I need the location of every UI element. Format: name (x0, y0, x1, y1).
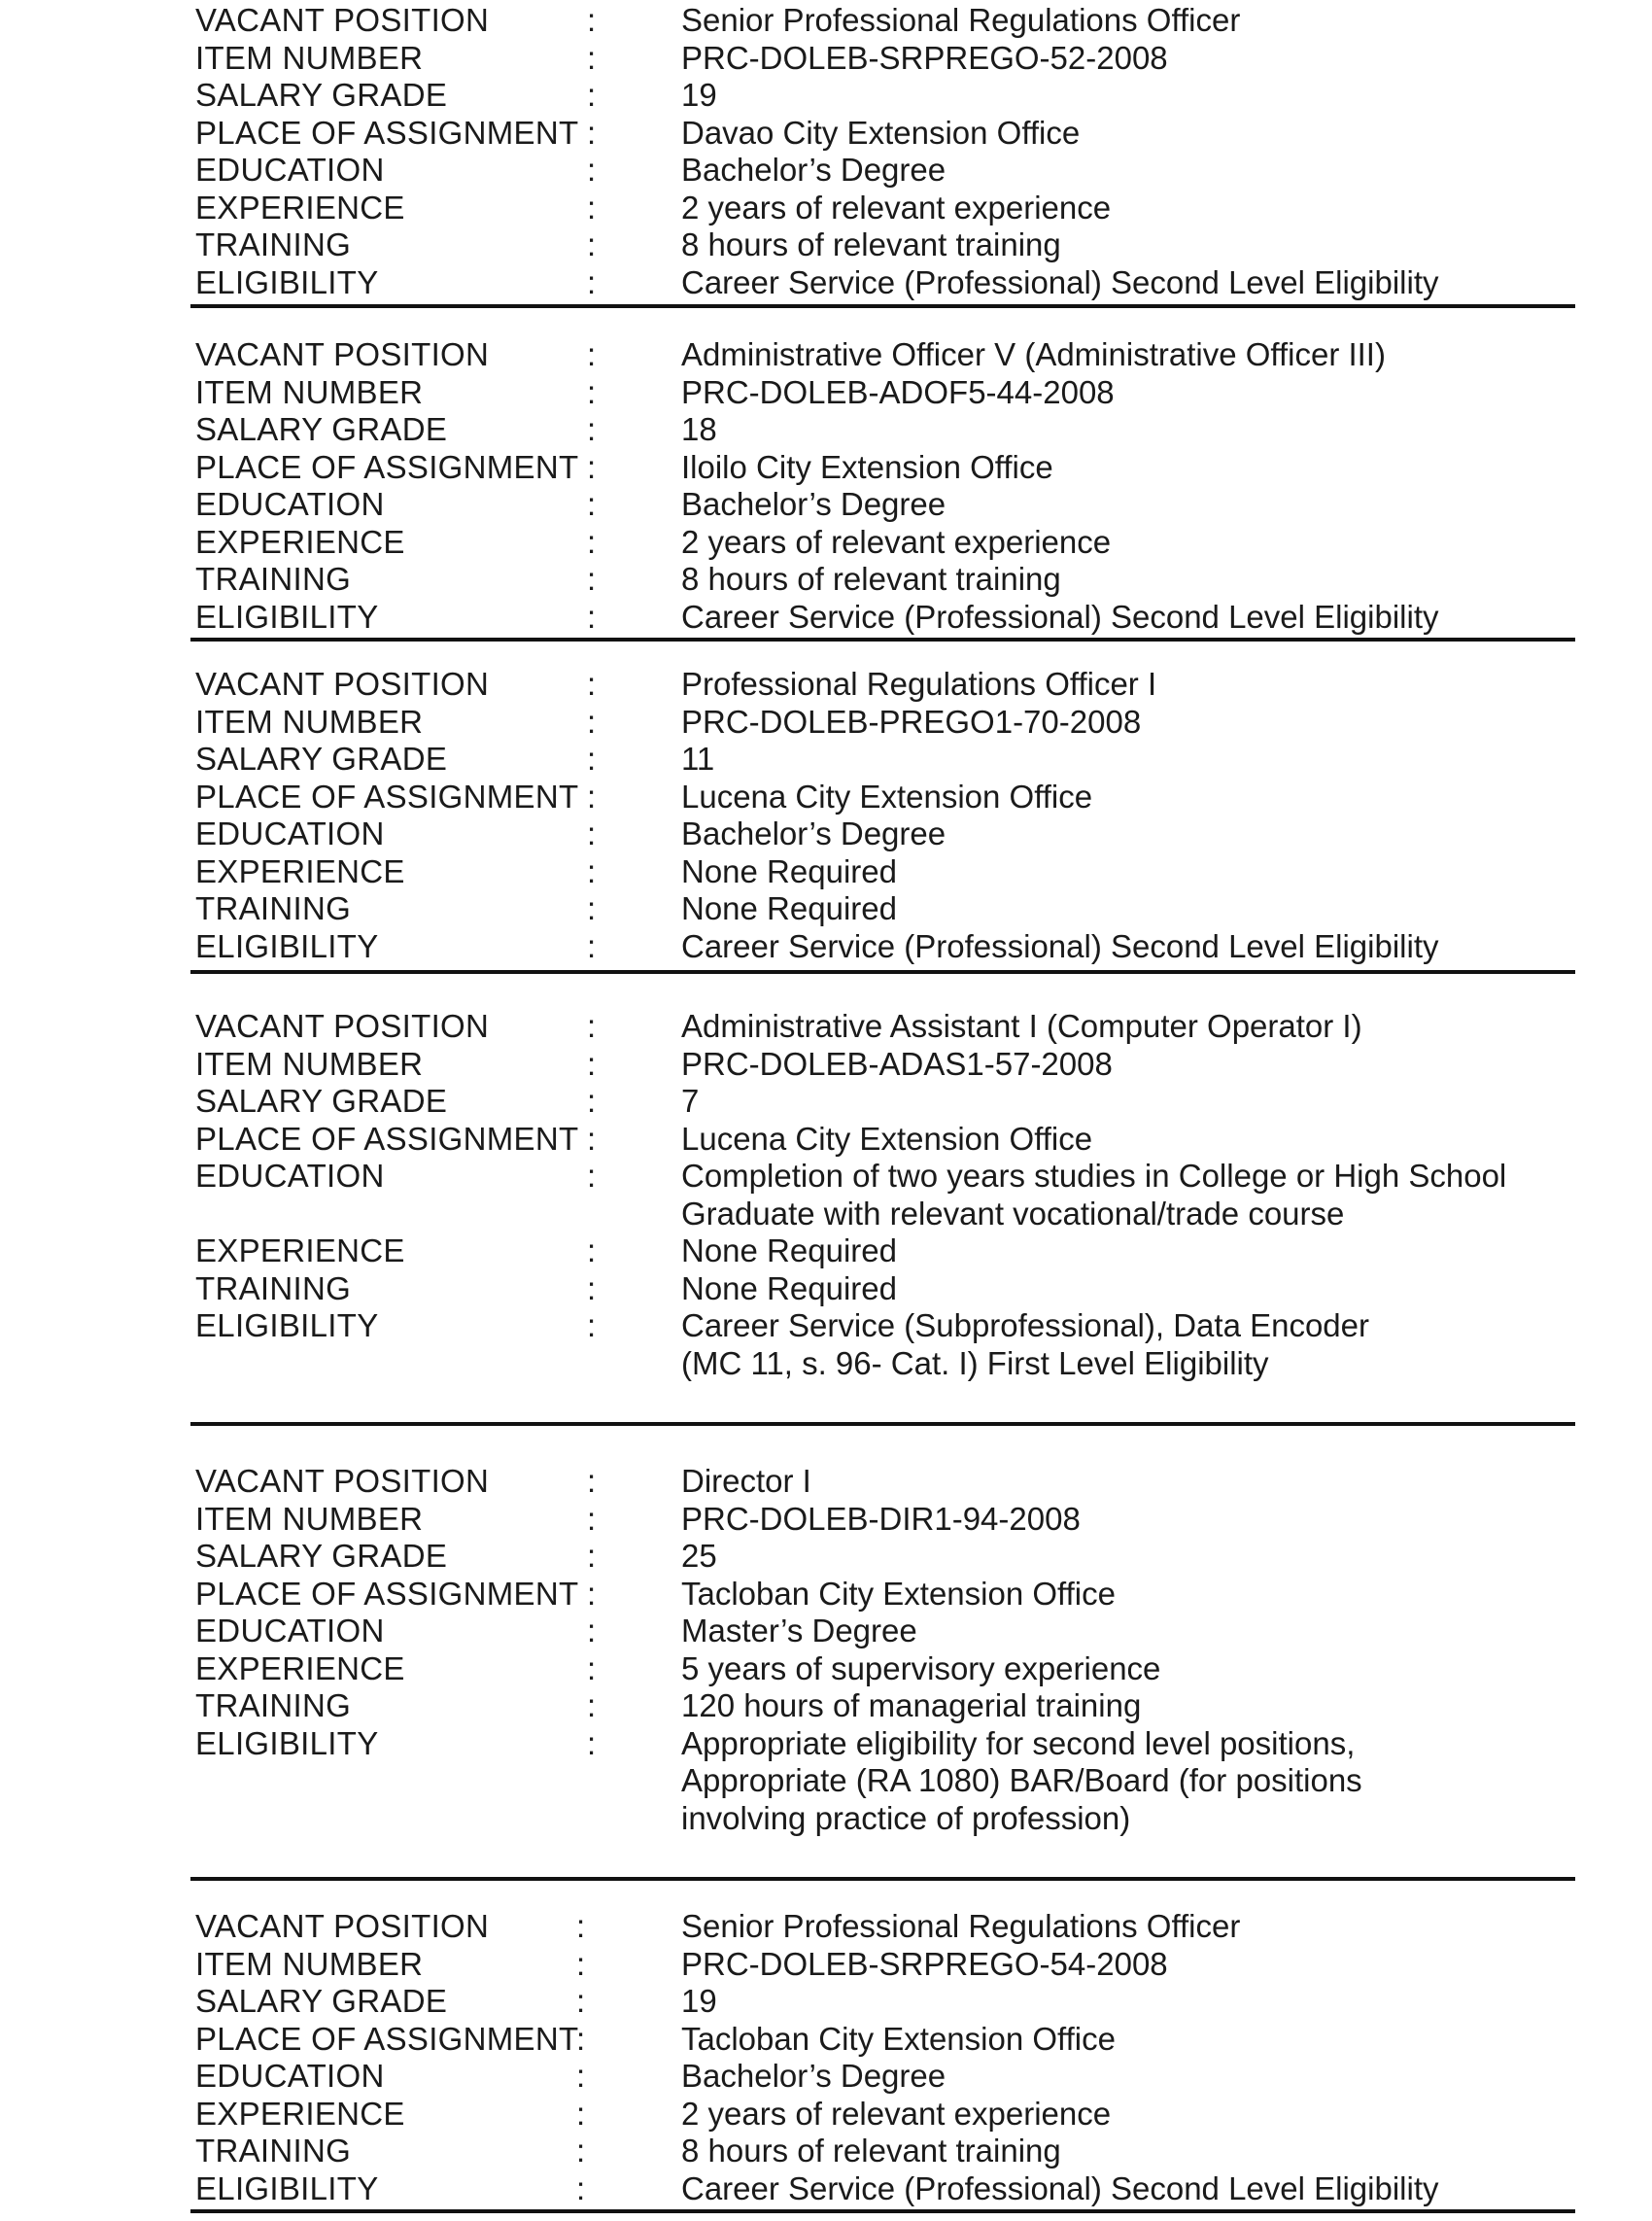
field-salary-grade (192, 1538, 1574, 1576)
field-label: TRAINING (195, 1687, 352, 1723)
field-colon: : (587, 523, 597, 560)
field-place-of-assignment (192, 1576, 1574, 1614)
field-value: PRC-DOLEB-ADAS1-57-2008 (681, 1045, 1113, 1082)
field-colon: : (576, 1908, 586, 1944)
field-colon: : (587, 741, 597, 777)
field-label: EDUCATION (195, 1158, 385, 1194)
field-item-number (192, 1046, 1574, 1084)
field-salary-grade (192, 741, 1574, 779)
field-colon: : (587, 373, 597, 410)
field-salary-grade (192, 77, 1574, 115)
field-label: VACANT POSITION (195, 1908, 490, 1944)
field-label: EDUCATION (195, 486, 385, 522)
section-divider (190, 638, 1575, 642)
field-item-number (192, 1501, 1574, 1539)
field-value: Career Service (Professional) Second Level Eligibility (681, 2169, 1439, 2206)
field-experience (192, 2096, 1574, 2134)
field-value: 11 (681, 741, 715, 777)
section-divider (190, 1422, 1575, 1426)
field-label: VACANT POSITION (195, 336, 490, 372)
field-value: Tacloban City Extension Office (681, 1575, 1116, 1612)
field-colon: : (587, 561, 597, 597)
field-place-of-assignment (192, 115, 1574, 153)
field-label: ITEM NUMBER (195, 39, 424, 76)
field-place-of-assignment (192, 1121, 1574, 1159)
field-label: ELIGIBILITY (195, 1307, 379, 1343)
position-block-6 (192, 1908, 1574, 2207)
field-value: 8 hours of relevant training (681, 2133, 1061, 2169)
field-colon: : (587, 39, 597, 76)
field-label: TRAINING (195, 2133, 352, 2169)
field-colon: : (587, 816, 597, 851)
field-eligibility (192, 928, 1574, 966)
field-value: Bachelor’s Degree (681, 486, 946, 522)
field-colon: : (587, 1463, 597, 1499)
field-value: Bachelor’s Degree (681, 816, 946, 851)
field-label: EXPERIENCE (195, 189, 405, 226)
field-label: PLACE OF ASSIGNMENT (195, 114, 579, 151)
field-value: Bachelor’s Degree (681, 152, 946, 188)
field-education-continuation (192, 1196, 1574, 1233)
field-colon: : (587, 336, 597, 372)
field-label: EXPERIENCE (195, 2095, 405, 2132)
field-salary-grade (192, 411, 1574, 449)
field-experience (192, 853, 1574, 891)
field-value: Davao City Extension Office (681, 114, 1081, 151)
field-item-number (192, 40, 1574, 78)
field-value: 25 (681, 1538, 717, 1574)
field-colon: : (587, 666, 597, 702)
position-block-1 (192, 2, 1574, 301)
field-colon: : (587, 77, 597, 113)
field-experience (192, 1650, 1574, 1688)
field-item-number (192, 374, 1574, 412)
section-divider (190, 304, 1575, 308)
field-colon: : (587, 1575, 597, 1612)
field-value: Career Service (Subprofessional), Data Encoder (681, 1307, 1370, 1343)
field-item-number (192, 1946, 1574, 1984)
field-eligibility (192, 1725, 1574, 1763)
field-label: EXPERIENCE (195, 1649, 405, 1686)
field-colon: : (576, 1983, 586, 2019)
field-place-of-assignment (192, 2021, 1574, 2059)
field-label: ELIGIBILITY (195, 263, 379, 300)
field-value: Senior Professional Regulations Officer (681, 2, 1241, 38)
field-training (192, 890, 1574, 928)
field-experience (192, 524, 1574, 562)
field-eligibility-continuation (192, 1345, 1574, 1383)
field-value: Bachelor’s Degree (681, 2058, 946, 2094)
field-label: TRAINING (195, 1269, 352, 1306)
field-label: PLACE OF ASSIGNMENT (195, 778, 579, 815)
field-label: SALARY GRADE (195, 1083, 448, 1119)
field-colon: : (587, 1269, 597, 1306)
field-label: SALARY GRADE (195, 741, 448, 777)
field-item-number (192, 704, 1574, 742)
field-colon: : (587, 2, 597, 38)
field-value: PRC-DOLEB-DIR1-94-2008 (681, 1500, 1081, 1537)
field-eligibility-continuation (192, 1762, 1574, 1800)
field-colon: : (587, 1687, 597, 1723)
field-colon: : (587, 1008, 597, 1044)
field-label: PLACE OF ASSIGNMENT (195, 448, 579, 485)
field-value: None Required (681, 852, 897, 889)
field-salary-grade (192, 1083, 1574, 1121)
field-colon: : (576, 2095, 586, 2132)
field-vacant-position (192, 336, 1574, 374)
field-education (192, 1158, 1574, 1196)
section-divider (190, 1877, 1575, 1881)
position-block-4 (192, 1008, 1574, 1382)
field-education (192, 1613, 1574, 1650)
field-value: Iloilo City Extension Office (681, 448, 1053, 485)
field-value: Lucena City Extension Office (681, 1120, 1093, 1157)
field-label: PLACE OF ASSIGNMENT (195, 1120, 579, 1157)
field-label: SALARY GRADE (195, 411, 448, 447)
field-value-continuation: Graduate with relevant vocational/trade course (681, 1195, 1345, 1232)
field-eligibility-continuation (192, 1800, 1574, 1838)
field-label: VACANT POSITION (195, 1463, 490, 1499)
field-colon: : (587, 927, 597, 964)
field-education (192, 152, 1574, 190)
field-colon: : (587, 1724, 597, 1761)
field-eligibility (192, 599, 1574, 637)
field-colon: : (576, 2169, 586, 2206)
field-experience (192, 1232, 1574, 1270)
field-label: PLACE OF ASSIGNMENT (195, 2020, 579, 2057)
field-colon: : (587, 1120, 597, 1157)
field-eligibility (192, 2170, 1574, 2208)
field-value: 120 hours of managerial training (681, 1687, 1142, 1723)
field-label: ELIGIBILITY (195, 1724, 379, 1761)
field-place-of-assignment (192, 779, 1574, 816)
field-value: 2 years of relevant experience (681, 2095, 1112, 2132)
field-label: TRAINING (195, 890, 352, 926)
field-label: VACANT POSITION (195, 666, 490, 702)
field-label: ITEM NUMBER (195, 1045, 424, 1082)
field-label: ITEM NUMBER (195, 373, 424, 410)
field-label: VACANT POSITION (195, 1008, 490, 1044)
field-eligibility (192, 1307, 1574, 1345)
field-label: PLACE OF ASSIGNMENT (195, 1575, 579, 1612)
field-training (192, 1687, 1574, 1725)
field-training (192, 2133, 1574, 2170)
field-colon: : (587, 411, 597, 447)
field-label: SALARY GRADE (195, 1538, 448, 1574)
field-label: ELIGIBILITY (195, 598, 379, 635)
field-value: 18 (681, 411, 717, 447)
field-colon: : (587, 1613, 597, 1648)
field-colon: : (587, 1307, 597, 1343)
field-label: EXPERIENCE (195, 852, 405, 889)
field-colon: : (587, 1158, 597, 1194)
field-value: PRC-DOLEB-SRPREGO-54-2008 (681, 1945, 1168, 1982)
field-label: TRAINING (195, 226, 352, 262)
field-value: None Required (681, 1232, 897, 1268)
position-block-2 (192, 336, 1574, 636)
field-value: 19 (681, 1983, 717, 2019)
field-vacant-position (192, 1908, 1574, 1946)
field-value: 5 years of supervisory experience (681, 1649, 1161, 1686)
field-value: Administrative Assistant I (Computer Operator I) (681, 1008, 1362, 1044)
field-experience (192, 190, 1574, 227)
field-colon: : (587, 448, 597, 485)
field-colon: : (587, 1538, 597, 1574)
field-colon: : (587, 1232, 597, 1268)
field-colon: : (587, 486, 597, 522)
field-label: EDUCATION (195, 152, 385, 188)
field-value: 2 years of relevant experience (681, 523, 1112, 560)
field-value: Career Service (Professional) Second Level Eligibility (681, 598, 1439, 635)
field-value: 8 hours of relevant training (681, 561, 1061, 597)
field-label: EXPERIENCE (195, 523, 405, 560)
field-label: EDUCATION (195, 1613, 385, 1648)
field-colon: : (576, 2020, 586, 2057)
field-place-of-assignment (192, 449, 1574, 487)
field-label: SALARY GRADE (195, 1983, 448, 2019)
field-vacant-position (192, 1008, 1574, 1046)
field-value: Lucena City Extension Office (681, 778, 1093, 815)
field-value: PRC-DOLEB-PREGO1-70-2008 (681, 703, 1142, 740)
field-value: Director I (681, 1463, 811, 1499)
field-training (192, 1270, 1574, 1308)
field-colon: : (576, 2058, 586, 2094)
field-vacant-position (192, 2, 1574, 40)
field-vacant-position (192, 666, 1574, 704)
field-colon: : (587, 1045, 597, 1082)
field-label: ITEM NUMBER (195, 1500, 424, 1537)
field-colon: : (587, 890, 597, 926)
field-education (192, 816, 1574, 853)
field-value: Appropriate eligibility for second level positions, (681, 1724, 1356, 1761)
field-colon: : (587, 1500, 597, 1537)
field-training (192, 226, 1574, 264)
field-value: None Required (681, 890, 897, 926)
field-colon: : (587, 852, 597, 889)
field-value: Professional Regulations Officer I (681, 666, 1157, 702)
field-value-continuation: (MC 11, s. 96- Cat. I) First Level Eligibility (681, 1344, 1269, 1381)
field-value: PRC-DOLEB-ADOF5-44-2008 (681, 373, 1115, 410)
section-divider (190, 2209, 1575, 2213)
field-value: Administrative Officer V (Administrative Officer III) (681, 336, 1386, 372)
field-value: 7 (681, 1083, 700, 1119)
field-label: TRAINING (195, 561, 352, 597)
field-value: Career Service (Professional) Second Level Eligibility (681, 263, 1439, 300)
field-label: VACANT POSITION (195, 2, 490, 38)
field-label: ELIGIBILITY (195, 927, 379, 964)
field-value: Tacloban City Extension Office (681, 2020, 1116, 2057)
field-colon: : (587, 114, 597, 151)
field-colon: : (587, 226, 597, 262)
field-salary-grade (192, 1983, 1574, 2021)
field-value: 2 years of relevant experience (681, 189, 1112, 226)
field-label: EXPERIENCE (195, 1232, 405, 1268)
field-education (192, 486, 1574, 524)
field-value: PRC-DOLEB-SRPREGO-52-2008 (681, 39, 1168, 76)
position-block-3 (192, 666, 1574, 965)
field-colon: : (587, 778, 597, 815)
field-colon: : (587, 703, 597, 740)
field-colon: : (576, 1945, 586, 1982)
field-colon: : (587, 598, 597, 635)
field-value-continuation: Appropriate (RA 1080) BAR/Board (for positions (681, 1762, 1362, 1798)
field-value: Career Service (Professional) Second Level Eligibility (681, 927, 1439, 964)
field-label: ITEM NUMBER (195, 703, 424, 740)
field-eligibility (192, 264, 1574, 302)
field-colon: : (587, 152, 597, 188)
field-colon: : (587, 1649, 597, 1686)
field-value: Master’s Degree (681, 1613, 917, 1648)
field-value: 8 hours of relevant training (681, 226, 1061, 262)
field-vacant-position (192, 1463, 1574, 1501)
field-colon: : (587, 1083, 597, 1119)
field-label: ELIGIBILITY (195, 2169, 379, 2206)
field-value: 19 (681, 77, 717, 113)
field-value-continuation: involving practice of profession) (681, 1799, 1131, 1836)
section-divider (190, 970, 1575, 974)
field-education (192, 2058, 1574, 2096)
field-value: Completion of two years studies in College or High School (681, 1158, 1507, 1194)
field-colon: : (576, 2133, 586, 2169)
field-training (192, 561, 1574, 599)
field-label: ITEM NUMBER (195, 1945, 424, 1982)
field-label: EDUCATION (195, 2058, 385, 2094)
field-label: SALARY GRADE (195, 77, 448, 113)
field-label: EDUCATION (195, 816, 385, 851)
field-colon: : (587, 189, 597, 226)
field-value: Senior Professional Regulations Officer (681, 1908, 1241, 1944)
field-value: None Required (681, 1269, 897, 1306)
field-colon: : (587, 263, 597, 300)
position-block-5 (192, 1463, 1574, 1837)
